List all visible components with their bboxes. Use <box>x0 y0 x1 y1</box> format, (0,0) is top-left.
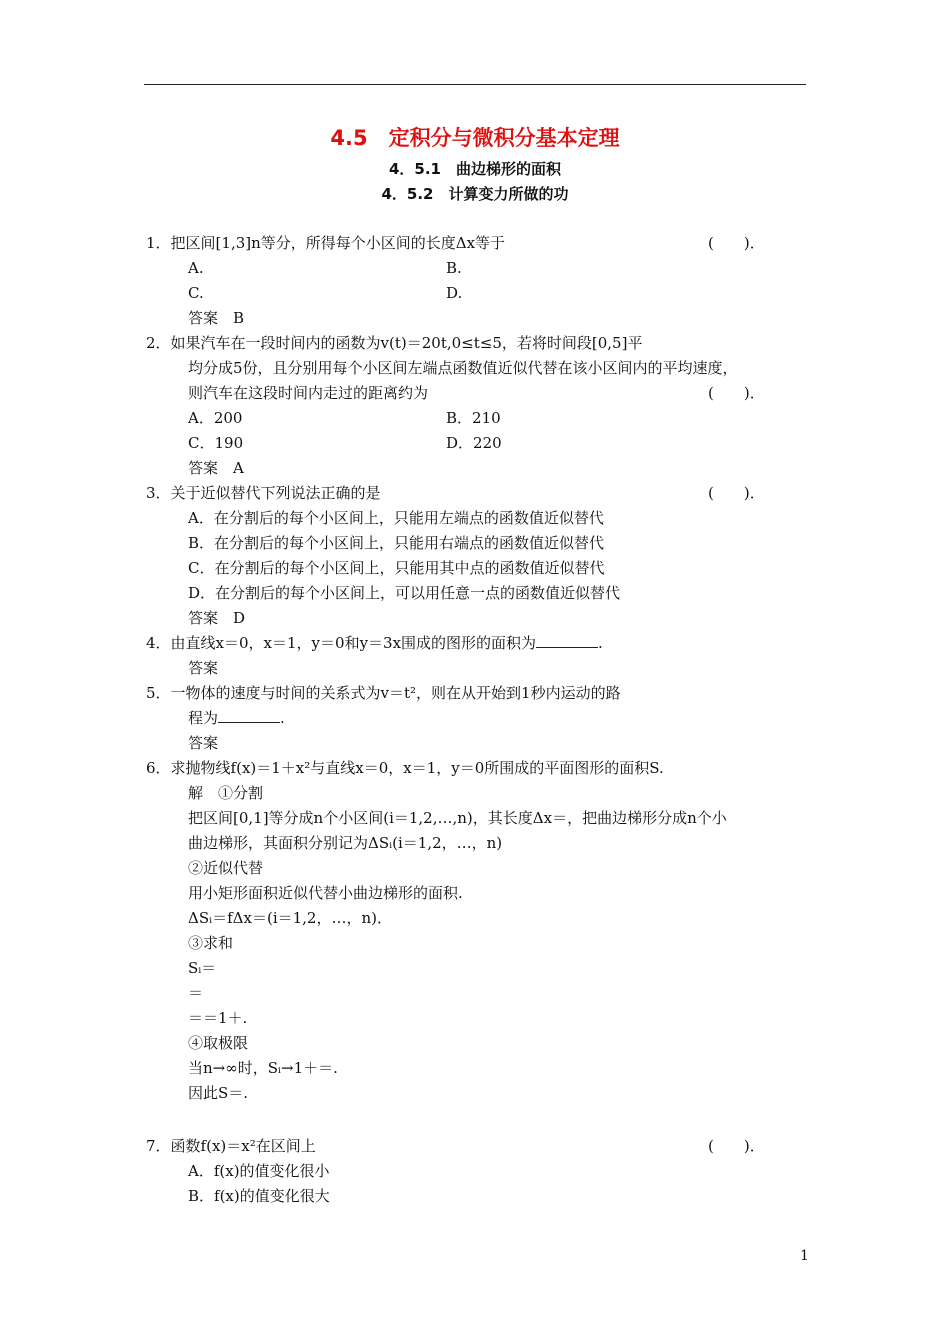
q4-answer: 答案 <box>188 659 219 677</box>
q1-option-a: A. <box>188 259 204 277</box>
q6-solution-line: Sᵢ＝ <box>188 959 217 977</box>
q7-stem: 7．函数f(x)＝x²在区间上 <box>146 1137 316 1155</box>
q5-stem-row2: 程为 . <box>188 709 285 727</box>
subtitle-2: 4．5.2 计算变力所做的功 <box>381 185 569 203</box>
q6-solution-line: 用小矩形面积近似代替小曲边梯形的面积. <box>188 884 463 902</box>
page-number: 1 <box>800 1248 809 1264</box>
q1-answer: 答案 B <box>188 309 245 327</box>
q5-stem-line1: 5．一物体的速度与时间的关系式为v＝t²，则在从开始到1秒内运动的路 <box>146 684 621 702</box>
q6-solution-line: 当n→∞时，Sᵢ→1＋＝. <box>188 1059 338 1077</box>
q1-paren: ( )． <box>708 234 765 252</box>
q3-option-c: C．在分割后的每个小区间上，只能用其中点的函数值近似替代 <box>188 559 605 577</box>
q2-stem-line3: 则汽车在这段时间内走过的距离约为 <box>188 384 429 402</box>
q6-solution-line: ③求和 <box>188 934 234 952</box>
q6-solution-line: 把区间[0,1]等分成n个小区间(i＝1,2,…,n)，其长度Δx＝，把曲边梯形分成n个小 <box>188 809 727 827</box>
q4-stem-row: 4．由直线x＝0，x＝1，y＝0和y＝3x围成的图形的面积为 . <box>146 634 603 652</box>
q6-solution-line: ＝ <box>188 984 204 1002</box>
q7-option-a: A．f(x)的值变化很小 <box>188 1162 330 1180</box>
q3-paren: ( )． <box>708 484 765 502</box>
q1-stem: 1．把区间[1,3]n等分，所得每个小区间的长度Δx等于 <box>146 234 506 252</box>
header-rule <box>144 84 806 85</box>
q4-stem: 4．由直线x＝0，x＝1，y＝0和y＝3x围成的图形的面积为 <box>146 634 537 652</box>
q4-blank <box>536 633 598 648</box>
q3-stem: 3．关于近似替代下列说法正确的是 <box>146 484 381 502</box>
q3-option-d: D．在分割后的每个小区间上，可以用任意一点的函数值近似替代 <box>188 584 621 602</box>
q2-answer: 答案 A <box>188 459 244 477</box>
q2-paren: ( )． <box>708 384 765 402</box>
q2-option-a: A．200 <box>188 409 243 427</box>
q6-stem: 6．求抛物线f(x)＝1＋x²与直线x＝0，x＝1，y＝0所围成的平面图形的面积S. <box>146 759 664 777</box>
q3-answer: 答案 D <box>188 609 246 627</box>
q1-option-d: D. <box>446 284 463 302</box>
q6-solution-line: ΔSᵢ＝fΔx＝(i＝1,2，…，n)． <box>188 909 392 927</box>
q2-option-d: D．220 <box>446 434 502 452</box>
subtitle-1: 4．5.1 曲边梯形的面积 <box>388 160 561 178</box>
q2-option-c: C．190 <box>188 434 244 452</box>
q6-solution-line: 解 ①分割 <box>188 784 264 802</box>
q7-option-b: B．f(x)的值变化很大 <box>188 1187 330 1205</box>
q5-stem-line2: 程为 <box>188 709 219 727</box>
q2-stem-line1: 2．如果汽车在一段时间内的函数为v(t)＝20t,0≤t≤5，若将时间段[0,5]平 <box>146 334 643 352</box>
q2-stem-line2: 均分成5份，且分别用每个小区间左端点函数值近似代替在该小区间内的平均速度， <box>188 359 738 377</box>
q6-solution-line: 因此S＝. <box>188 1084 249 1102</box>
q3-option-b: B．在分割后的每个小区间上，只能用右端点的函数值近似替代 <box>188 534 605 552</box>
q6-solution-line: ④取极限 <box>188 1034 249 1052</box>
q3-option-a: A．在分割后的每个小区间上，只能用左端点的函数值近似替代 <box>188 509 604 527</box>
q1-option-b: B. <box>446 259 462 277</box>
page-title: 4.5 定积分与微积分基本定理 <box>330 126 620 150</box>
q2-option-b: B．210 <box>446 409 501 427</box>
q6-solution-line: ②近似代替 <box>188 859 264 877</box>
q5-answer: 答案 <box>188 734 219 752</box>
q1-option-c: C. <box>188 284 204 302</box>
q7-paren: ( )． <box>708 1137 765 1155</box>
q6-solution-line: ＝＝1＋. <box>188 1009 248 1027</box>
q5-blank <box>218 708 280 723</box>
q6-solution-line: 曲边梯形，其面积分别记为ΔSᵢ(i＝1,2，…，n) <box>188 834 503 852</box>
